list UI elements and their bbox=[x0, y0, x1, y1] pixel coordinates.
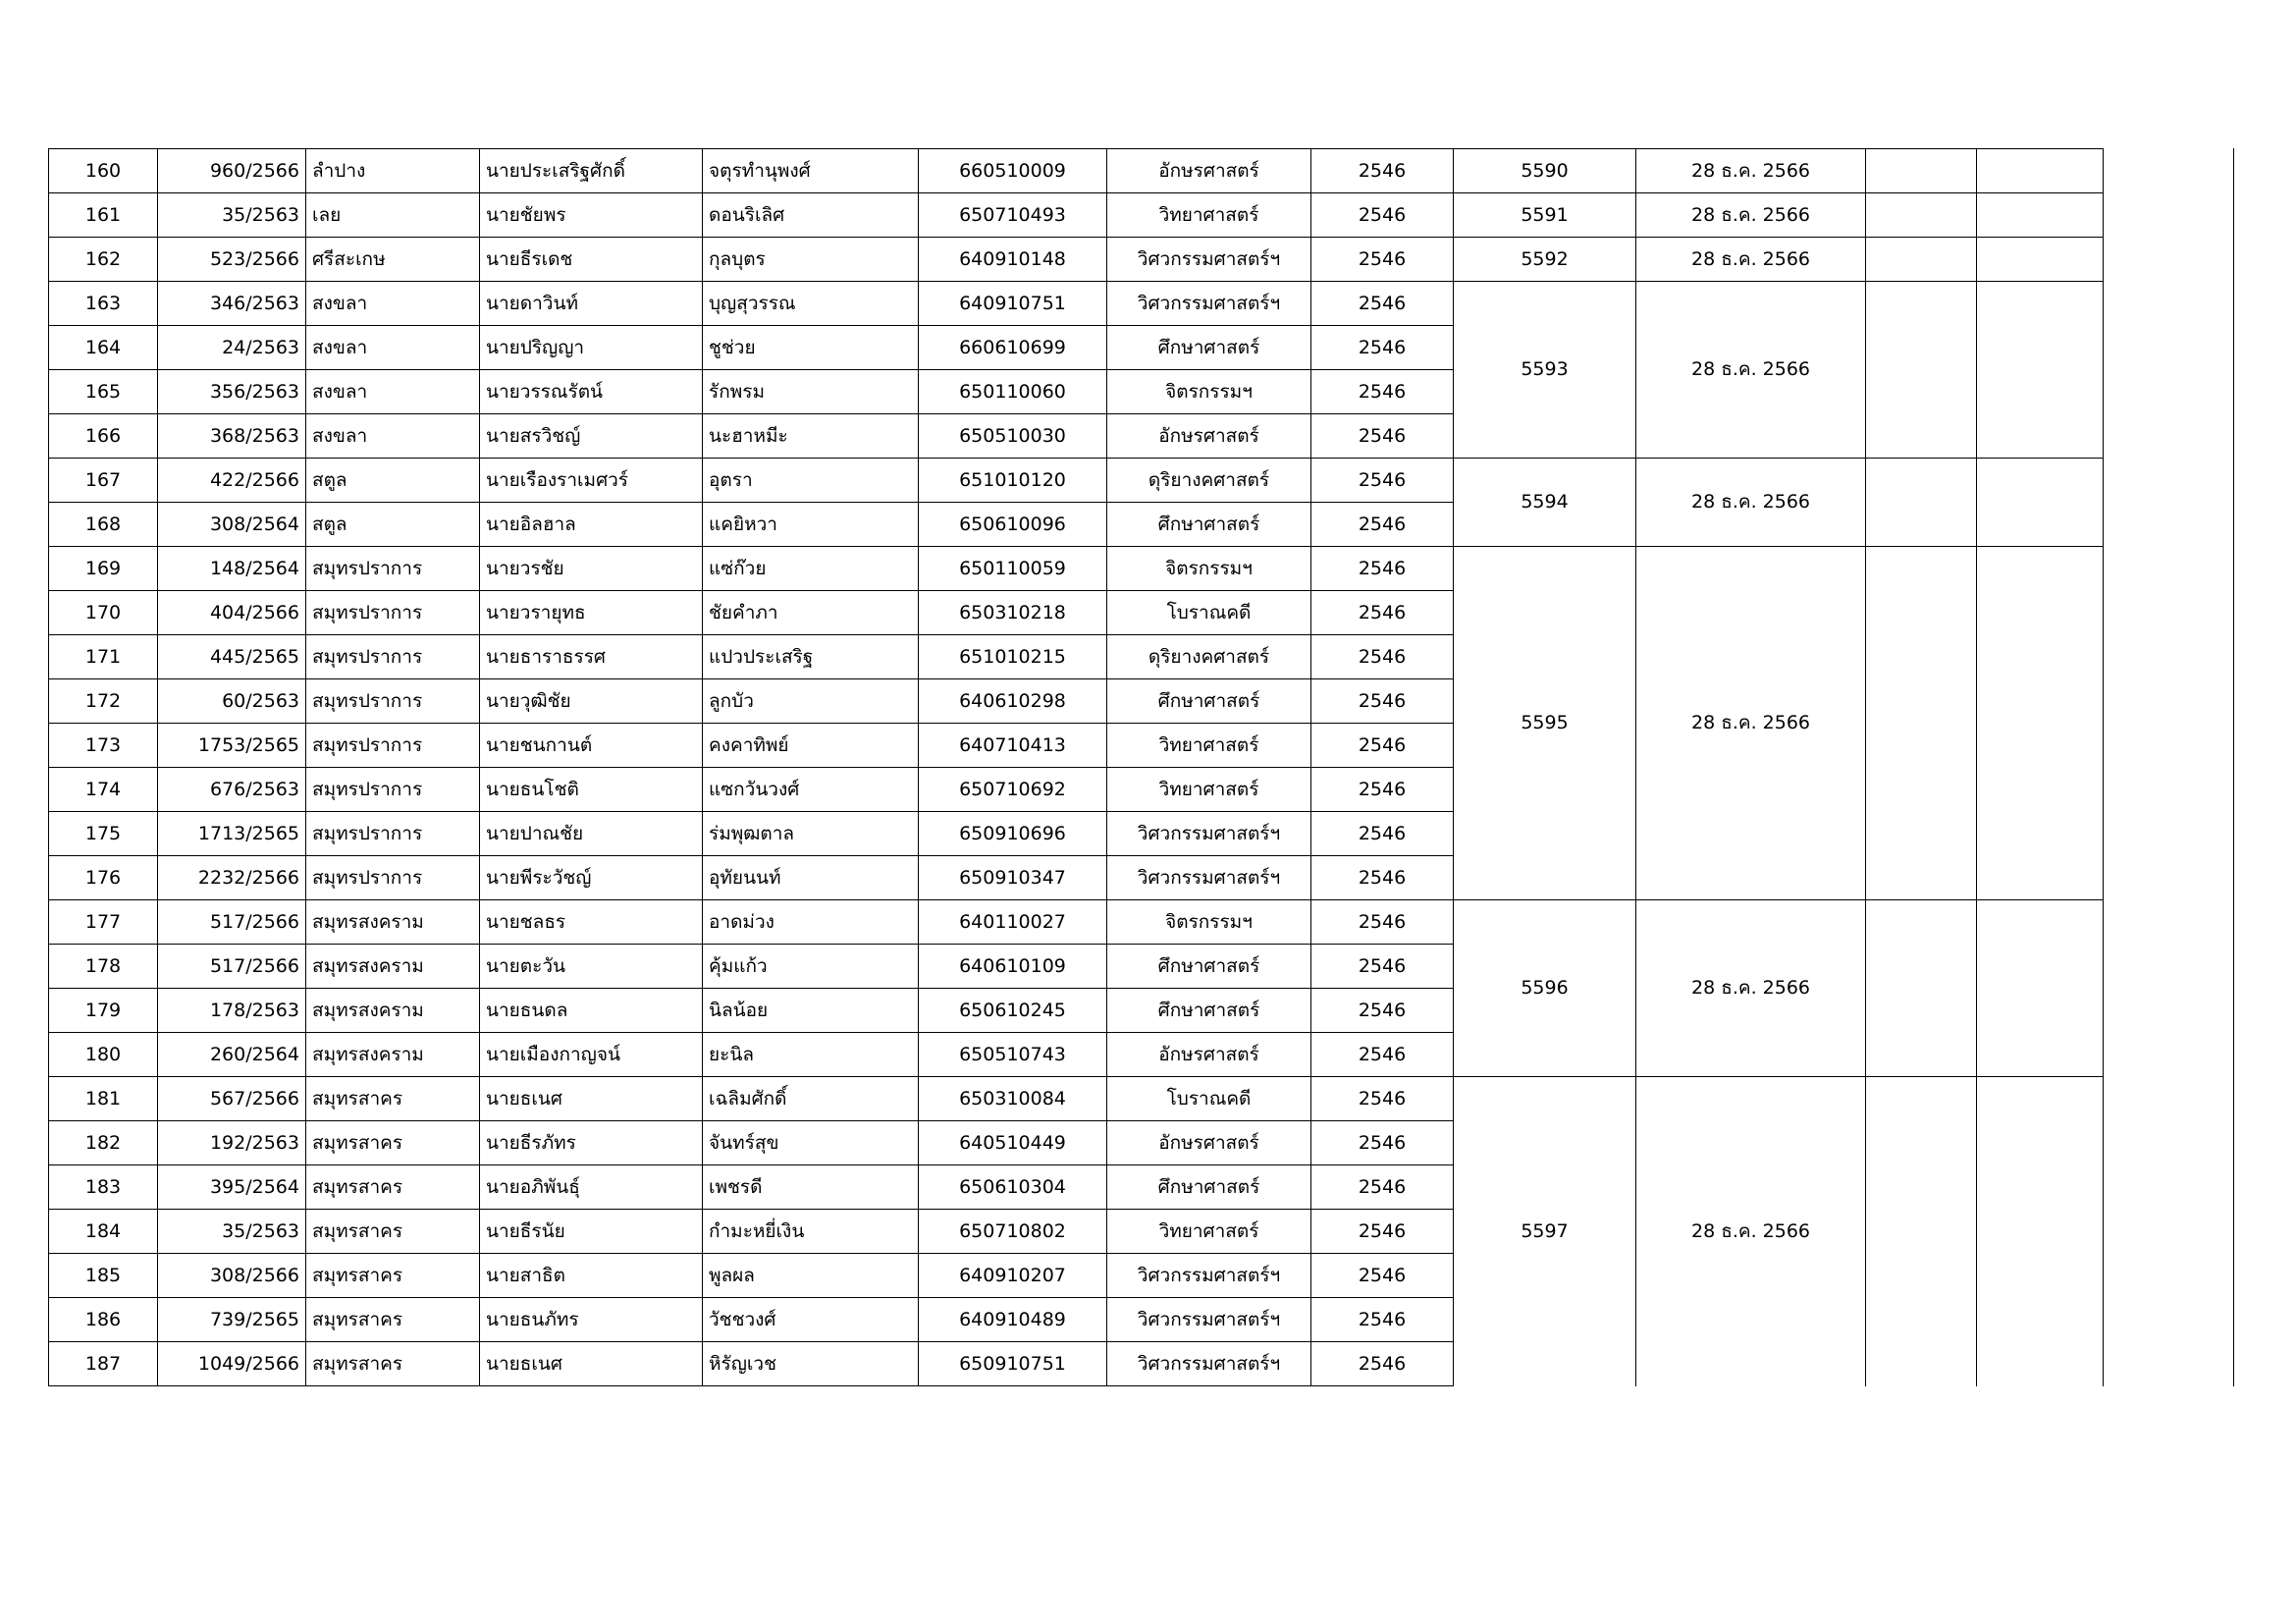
student-id: 650110060 bbox=[919, 370, 1107, 414]
row-number: 164 bbox=[49, 326, 158, 370]
blank-cell bbox=[1866, 238, 1977, 282]
table-row bbox=[49, 900, 2234, 945]
birth-year: 2546 bbox=[1311, 370, 1454, 414]
table-row bbox=[49, 1077, 2234, 1121]
student-id: 650710493 bbox=[919, 193, 1107, 238]
row-number: 167 bbox=[49, 459, 158, 503]
row-number: 180 bbox=[49, 1033, 158, 1077]
spacer-cell bbox=[2104, 547, 2234, 900]
faculty: วิศวกรรมศาสตร์ฯ bbox=[1107, 1298, 1311, 1342]
row-number: 176 bbox=[49, 856, 158, 900]
birth-year: 2546 bbox=[1311, 149, 1454, 193]
case-number: 60/2563 bbox=[158, 679, 306, 724]
case-number: 739/2565 bbox=[158, 1298, 306, 1342]
table-row bbox=[49, 193, 2234, 238]
spacer-cell bbox=[2104, 193, 2234, 238]
birth-year: 2546 bbox=[1311, 989, 1454, 1033]
row-number: 160 bbox=[49, 149, 158, 193]
province: เลย bbox=[306, 193, 480, 238]
order-date: 28 ธ.ค. 2566 bbox=[1636, 547, 1866, 900]
student-id: 660510009 bbox=[919, 149, 1107, 193]
student-id: 640510449 bbox=[919, 1121, 1107, 1165]
first-name: นายอภิพันธุ์ bbox=[480, 1165, 703, 1210]
first-name: นายธนภัทร bbox=[480, 1298, 703, 1342]
order-number: 5591 bbox=[1454, 193, 1636, 238]
case-number: 523/2566 bbox=[158, 238, 306, 282]
birth-year: 2546 bbox=[1311, 326, 1454, 370]
birth-year: 2546 bbox=[1311, 459, 1454, 503]
student-id: 650310084 bbox=[919, 1077, 1107, 1121]
first-name: นายดาวินท์ bbox=[480, 282, 703, 326]
case-number: 308/2566 bbox=[158, 1254, 306, 1298]
first-name: นายปาณชัย bbox=[480, 812, 703, 856]
faculty: ดุริยางคศาสตร์ bbox=[1107, 459, 1311, 503]
blank-cell bbox=[1866, 459, 1977, 547]
province: สมุทรปราการ bbox=[306, 856, 480, 900]
blank-cell bbox=[1866, 547, 1977, 900]
roster-body bbox=[49, 149, 2234, 1386]
row-number: 174 bbox=[49, 768, 158, 812]
first-name: นายพีระวัชญ์ bbox=[480, 856, 703, 900]
last-name: บุญสุวรรณ bbox=[703, 282, 919, 326]
last-name: เพชรดี bbox=[703, 1165, 919, 1210]
province: สมุทรสาคร bbox=[306, 1077, 480, 1121]
birth-year: 2546 bbox=[1311, 1121, 1454, 1165]
case-number: 1049/2566 bbox=[158, 1342, 306, 1386]
first-name: นายเมืองกาญจน์ bbox=[480, 1033, 703, 1077]
faculty: วิทยาศาสตร์ bbox=[1107, 768, 1311, 812]
student-id: 650910751 bbox=[919, 1342, 1107, 1386]
student-id: 650710692 bbox=[919, 768, 1107, 812]
province: สมุทรสาคร bbox=[306, 1254, 480, 1298]
student-id: 650510743 bbox=[919, 1033, 1107, 1077]
province: สงขลา bbox=[306, 414, 480, 459]
faculty: วิศวกรรมศาสตร์ฯ bbox=[1107, 812, 1311, 856]
case-number: 445/2565 bbox=[158, 635, 306, 679]
birth-year: 2546 bbox=[1311, 679, 1454, 724]
blank-cell bbox=[1977, 547, 2104, 900]
row-number: 165 bbox=[49, 370, 158, 414]
table-row bbox=[49, 547, 2234, 591]
blank-cell bbox=[1977, 238, 2104, 282]
row-number: 172 bbox=[49, 679, 158, 724]
student-id: 660610699 bbox=[919, 326, 1107, 370]
spacer-cell bbox=[2104, 282, 2234, 459]
faculty: อักษรศาสตร์ bbox=[1107, 1121, 1311, 1165]
case-number: 148/2564 bbox=[158, 547, 306, 591]
first-name: นายวรชัย bbox=[480, 547, 703, 591]
faculty: วิทยาศาสตร์ bbox=[1107, 193, 1311, 238]
row-number: 177 bbox=[49, 900, 158, 945]
row-number: 183 bbox=[49, 1165, 158, 1210]
province: สมุทรสงคราม bbox=[306, 1033, 480, 1077]
blank-cell bbox=[1977, 149, 2104, 193]
order-date: 28 ธ.ค. 2566 bbox=[1636, 1077, 1866, 1386]
table-row bbox=[49, 459, 2234, 503]
province: สมุทรปราการ bbox=[306, 547, 480, 591]
faculty: ศึกษาศาสตร์ bbox=[1107, 1165, 1311, 1210]
faculty: อักษรศาสตร์ bbox=[1107, 1033, 1311, 1077]
last-name: ร่มพุฒตาล bbox=[703, 812, 919, 856]
order-date: 28 ธ.ค. 2566 bbox=[1636, 282, 1866, 459]
birth-year: 2546 bbox=[1311, 724, 1454, 768]
last-name: กำมะหยี่เงิน bbox=[703, 1210, 919, 1254]
faculty: ศึกษาศาสตร์ bbox=[1107, 945, 1311, 989]
last-name: ลูกบัว bbox=[703, 679, 919, 724]
table-row bbox=[49, 149, 2234, 193]
case-number: 1713/2565 bbox=[158, 812, 306, 856]
first-name: นายตะวัน bbox=[480, 945, 703, 989]
first-name: นายธีรนัย bbox=[480, 1210, 703, 1254]
birth-year: 2546 bbox=[1311, 1298, 1454, 1342]
province: สมุทรสาคร bbox=[306, 1165, 480, 1210]
last-name: หิรัญเวช bbox=[703, 1342, 919, 1386]
case-number: 422/2566 bbox=[158, 459, 306, 503]
case-number: 1753/2565 bbox=[158, 724, 306, 768]
last-name: อาดม่วง bbox=[703, 900, 919, 945]
faculty: ศึกษาศาสตร์ bbox=[1107, 503, 1311, 547]
case-number: 517/2566 bbox=[158, 900, 306, 945]
faculty: อักษรศาสตร์ bbox=[1107, 149, 1311, 193]
last-name: แซ่ก๊วย bbox=[703, 547, 919, 591]
first-name: นายธีรเดช bbox=[480, 238, 703, 282]
case-number: 960/2566 bbox=[158, 149, 306, 193]
order-date: 28 ธ.ค. 2566 bbox=[1636, 900, 1866, 1077]
province: สมุทรปราการ bbox=[306, 724, 480, 768]
row-number: 163 bbox=[49, 282, 158, 326]
case-number: 178/2563 bbox=[158, 989, 306, 1033]
birth-year: 2546 bbox=[1311, 812, 1454, 856]
row-number: 166 bbox=[49, 414, 158, 459]
faculty: วิศวกรรมศาสตร์ฯ bbox=[1107, 1342, 1311, 1386]
blank-cell bbox=[1977, 282, 2104, 459]
birth-year: 2546 bbox=[1311, 414, 1454, 459]
last-name: คุ้มแก้ว bbox=[703, 945, 919, 989]
student-id: 640610298 bbox=[919, 679, 1107, 724]
last-name: แปวประเสริฐ bbox=[703, 635, 919, 679]
last-name: แซกวันวงศ์ bbox=[703, 768, 919, 812]
case-number: 676/2563 bbox=[158, 768, 306, 812]
province: สมุทรสาคร bbox=[306, 1121, 480, 1165]
first-name: นายวรรณรัตน์ bbox=[480, 370, 703, 414]
row-number: 184 bbox=[49, 1210, 158, 1254]
first-name: นายสรวิชญ์ bbox=[480, 414, 703, 459]
last-name: รักพรม bbox=[703, 370, 919, 414]
faculty: จิตรกรรมฯ bbox=[1107, 547, 1311, 591]
last-name: ชัยคำภา bbox=[703, 591, 919, 635]
province: สมุทรปราการ bbox=[306, 591, 480, 635]
province: ลำปาง bbox=[306, 149, 480, 193]
province: สมุทรสาคร bbox=[306, 1298, 480, 1342]
blank-cell bbox=[1866, 900, 1977, 1077]
birth-year: 2546 bbox=[1311, 768, 1454, 812]
student-id: 650710802 bbox=[919, 1210, 1107, 1254]
row-number: 171 bbox=[49, 635, 158, 679]
spacer-cell bbox=[2104, 1077, 2234, 1386]
blank-cell bbox=[1866, 149, 1977, 193]
row-number: 185 bbox=[49, 1254, 158, 1298]
birth-year: 2546 bbox=[1311, 1077, 1454, 1121]
student-id: 650610304 bbox=[919, 1165, 1107, 1210]
birth-year: 2546 bbox=[1311, 1254, 1454, 1298]
student-id: 650610245 bbox=[919, 989, 1107, 1033]
faculty: ดุริยางคศาสตร์ bbox=[1107, 635, 1311, 679]
order-number: 5593 bbox=[1454, 282, 1636, 459]
first-name: นายชัยพร bbox=[480, 193, 703, 238]
first-name: นายธเนศ bbox=[480, 1077, 703, 1121]
birth-year: 2546 bbox=[1311, 1033, 1454, 1077]
student-id: 651010120 bbox=[919, 459, 1107, 503]
province: สมุทรปราการ bbox=[306, 812, 480, 856]
last-name: จตุรทำนุพงศ์ bbox=[703, 149, 919, 193]
birth-year: 2546 bbox=[1311, 945, 1454, 989]
case-number: 35/2563 bbox=[158, 193, 306, 238]
blank-cell bbox=[1977, 459, 2104, 547]
last-name: พูลผล bbox=[703, 1254, 919, 1298]
blank-cell bbox=[1866, 1077, 1977, 1386]
student-id: 640110027 bbox=[919, 900, 1107, 945]
first-name: นายธเนศ bbox=[480, 1342, 703, 1386]
faculty: วิศวกรรมศาสตร์ฯ bbox=[1107, 1254, 1311, 1298]
row-number: 181 bbox=[49, 1077, 158, 1121]
province: สตูล bbox=[306, 503, 480, 547]
student-id: 650910696 bbox=[919, 812, 1107, 856]
blank-cell bbox=[1977, 900, 2104, 1077]
province: สมุทรสาคร bbox=[306, 1342, 480, 1386]
student-id: 640910148 bbox=[919, 238, 1107, 282]
last-name: คงคาทิพย์ bbox=[703, 724, 919, 768]
faculty: ศึกษาศาสตร์ bbox=[1107, 679, 1311, 724]
faculty: โบราณคดี bbox=[1107, 1077, 1311, 1121]
first-name: นายธาราธรรศ bbox=[480, 635, 703, 679]
faculty: วิศวกรรมศาสตร์ฯ bbox=[1107, 282, 1311, 326]
order-date: 28 ธ.ค. 2566 bbox=[1636, 238, 1866, 282]
case-number: 567/2566 bbox=[158, 1077, 306, 1121]
faculty: ศึกษาศาสตร์ bbox=[1107, 326, 1311, 370]
faculty: จิตรกรรมฯ bbox=[1107, 900, 1311, 945]
province: สมุทรสงคราม bbox=[306, 900, 480, 945]
faculty: อักษรศาสตร์ bbox=[1107, 414, 1311, 459]
faculty: วิศวกรรมศาสตร์ฯ bbox=[1107, 856, 1311, 900]
spacer-cell bbox=[2104, 900, 2234, 1077]
province: สมุทรปราการ bbox=[306, 635, 480, 679]
row-number: 170 bbox=[49, 591, 158, 635]
birth-year: 2546 bbox=[1311, 856, 1454, 900]
birth-year: 2546 bbox=[1311, 1210, 1454, 1254]
case-number: 260/2564 bbox=[158, 1033, 306, 1077]
birth-year: 2546 bbox=[1311, 193, 1454, 238]
student-id: 650910347 bbox=[919, 856, 1107, 900]
case-number: 35/2563 bbox=[158, 1210, 306, 1254]
faculty: จิตรกรรมฯ bbox=[1107, 370, 1311, 414]
student-id: 640710413 bbox=[919, 724, 1107, 768]
case-number: 2232/2566 bbox=[158, 856, 306, 900]
case-number: 517/2566 bbox=[158, 945, 306, 989]
order-number: 5595 bbox=[1454, 547, 1636, 900]
case-number: 404/2566 bbox=[158, 591, 306, 635]
last-name: นะฮาหมีะ bbox=[703, 414, 919, 459]
student-id: 640910751 bbox=[919, 282, 1107, 326]
province: สงขลา bbox=[306, 370, 480, 414]
last-name: ยะนิล bbox=[703, 1033, 919, 1077]
order-number: 5594 bbox=[1454, 459, 1636, 547]
first-name: นายวรายุทธ bbox=[480, 591, 703, 635]
student-id: 650510030 bbox=[919, 414, 1107, 459]
province: สตูล bbox=[306, 459, 480, 503]
order-number: 5597 bbox=[1454, 1077, 1636, 1386]
student-id: 640910489 bbox=[919, 1298, 1107, 1342]
province: สมุทรสงคราม bbox=[306, 945, 480, 989]
last-name: เฉลิมศักดิ์ bbox=[703, 1077, 919, 1121]
row-number: 187 bbox=[49, 1342, 158, 1386]
row-number: 186 bbox=[49, 1298, 158, 1342]
case-number: 346/2563 bbox=[158, 282, 306, 326]
last-name: ดอนริเลิศ bbox=[703, 193, 919, 238]
province: สมุทรสงคราม bbox=[306, 989, 480, 1033]
row-number: 173 bbox=[49, 724, 158, 768]
last-name: นิลน้อย bbox=[703, 989, 919, 1033]
row-number: 162 bbox=[49, 238, 158, 282]
birth-year: 2546 bbox=[1311, 1165, 1454, 1210]
birth-year: 2546 bbox=[1311, 503, 1454, 547]
roster-table bbox=[48, 148, 2234, 1386]
first-name: นายประเสริฐศักดิ์ bbox=[480, 149, 703, 193]
birth-year: 2546 bbox=[1311, 635, 1454, 679]
last-name: ชูช่วย bbox=[703, 326, 919, 370]
faculty: วิทยาศาสตร์ bbox=[1107, 1210, 1311, 1254]
birth-year: 2546 bbox=[1311, 900, 1454, 945]
case-number: 308/2564 bbox=[158, 503, 306, 547]
first-name: นายปริญญา bbox=[480, 326, 703, 370]
case-number: 368/2563 bbox=[158, 414, 306, 459]
order-date: 28 ธ.ค. 2566 bbox=[1636, 193, 1866, 238]
first-name: นายชนกานต์ bbox=[480, 724, 703, 768]
student-id: 651010215 bbox=[919, 635, 1107, 679]
first-name: นายธนดล bbox=[480, 989, 703, 1033]
province: สงขลา bbox=[306, 282, 480, 326]
row-number: 179 bbox=[49, 989, 158, 1033]
birth-year: 2546 bbox=[1311, 547, 1454, 591]
faculty: โบราณคดี bbox=[1107, 591, 1311, 635]
province: สมุทรปราการ bbox=[306, 768, 480, 812]
table-row bbox=[49, 282, 2234, 326]
table-row bbox=[49, 238, 2234, 282]
first-name: นายสาธิต bbox=[480, 1254, 703, 1298]
row-number: 175 bbox=[49, 812, 158, 856]
last-name: วัชชวงศ์ bbox=[703, 1298, 919, 1342]
faculty: ศึกษาศาสตร์ bbox=[1107, 989, 1311, 1033]
student-id: 640610109 bbox=[919, 945, 1107, 989]
first-name: นายธนโชติ bbox=[480, 768, 703, 812]
row-number: 168 bbox=[49, 503, 158, 547]
case-number: 395/2564 bbox=[158, 1165, 306, 1210]
first-name: นายธีรภัทร bbox=[480, 1121, 703, 1165]
student-id: 640910207 bbox=[919, 1254, 1107, 1298]
student-id: 650610096 bbox=[919, 503, 1107, 547]
row-number: 161 bbox=[49, 193, 158, 238]
spacer-cell bbox=[2104, 459, 2234, 547]
faculty: วิทยาศาสตร์ bbox=[1107, 724, 1311, 768]
student-id: 650110059 bbox=[919, 547, 1107, 591]
student-id: 650310218 bbox=[919, 591, 1107, 635]
province: สมุทรสาคร bbox=[306, 1210, 480, 1254]
order-number: 5596 bbox=[1454, 900, 1636, 1077]
first-name: นายเรืองราเมศวร์ bbox=[480, 459, 703, 503]
birth-year: 2546 bbox=[1311, 591, 1454, 635]
first-name: นายวุฒิชัย bbox=[480, 679, 703, 724]
row-number: 169 bbox=[49, 547, 158, 591]
birth-year: 2546 bbox=[1311, 238, 1454, 282]
order-date: 28 ธ.ค. 2566 bbox=[1636, 149, 1866, 193]
faculty: วิศวกรรมศาสตร์ฯ bbox=[1107, 238, 1311, 282]
order-number: 5590 bbox=[1454, 149, 1636, 193]
blank-cell bbox=[1977, 1077, 2104, 1386]
birth-year: 2546 bbox=[1311, 282, 1454, 326]
first-name: นายอิลฮาล bbox=[480, 503, 703, 547]
province: สมุทรปราการ bbox=[306, 679, 480, 724]
spacer-cell bbox=[2104, 238, 2234, 282]
province: สงขลา bbox=[306, 326, 480, 370]
birth-year: 2546 bbox=[1311, 1342, 1454, 1386]
first-name: นายชลธร bbox=[480, 900, 703, 945]
order-number: 5592 bbox=[1454, 238, 1636, 282]
last-name: กุลบุตร bbox=[703, 238, 919, 282]
case-number: 356/2563 bbox=[158, 370, 306, 414]
order-date: 28 ธ.ค. 2566 bbox=[1636, 459, 1866, 547]
last-name: แคยิหวา bbox=[703, 503, 919, 547]
last-name: อุทัยนนท์ bbox=[703, 856, 919, 900]
blank-cell bbox=[1866, 193, 1977, 238]
row-number: 178 bbox=[49, 945, 158, 989]
blank-cell bbox=[1977, 193, 2104, 238]
blank-cell bbox=[1866, 282, 1977, 459]
last-name: จันทร์สุข bbox=[703, 1121, 919, 1165]
case-number: 192/2563 bbox=[158, 1121, 306, 1165]
last-name: อุตรา bbox=[703, 459, 919, 503]
spacer-cell bbox=[2104, 149, 2234, 193]
province: ศรีสะเกษ bbox=[306, 238, 480, 282]
case-number: 24/2563 bbox=[158, 326, 306, 370]
row-number: 182 bbox=[49, 1121, 158, 1165]
